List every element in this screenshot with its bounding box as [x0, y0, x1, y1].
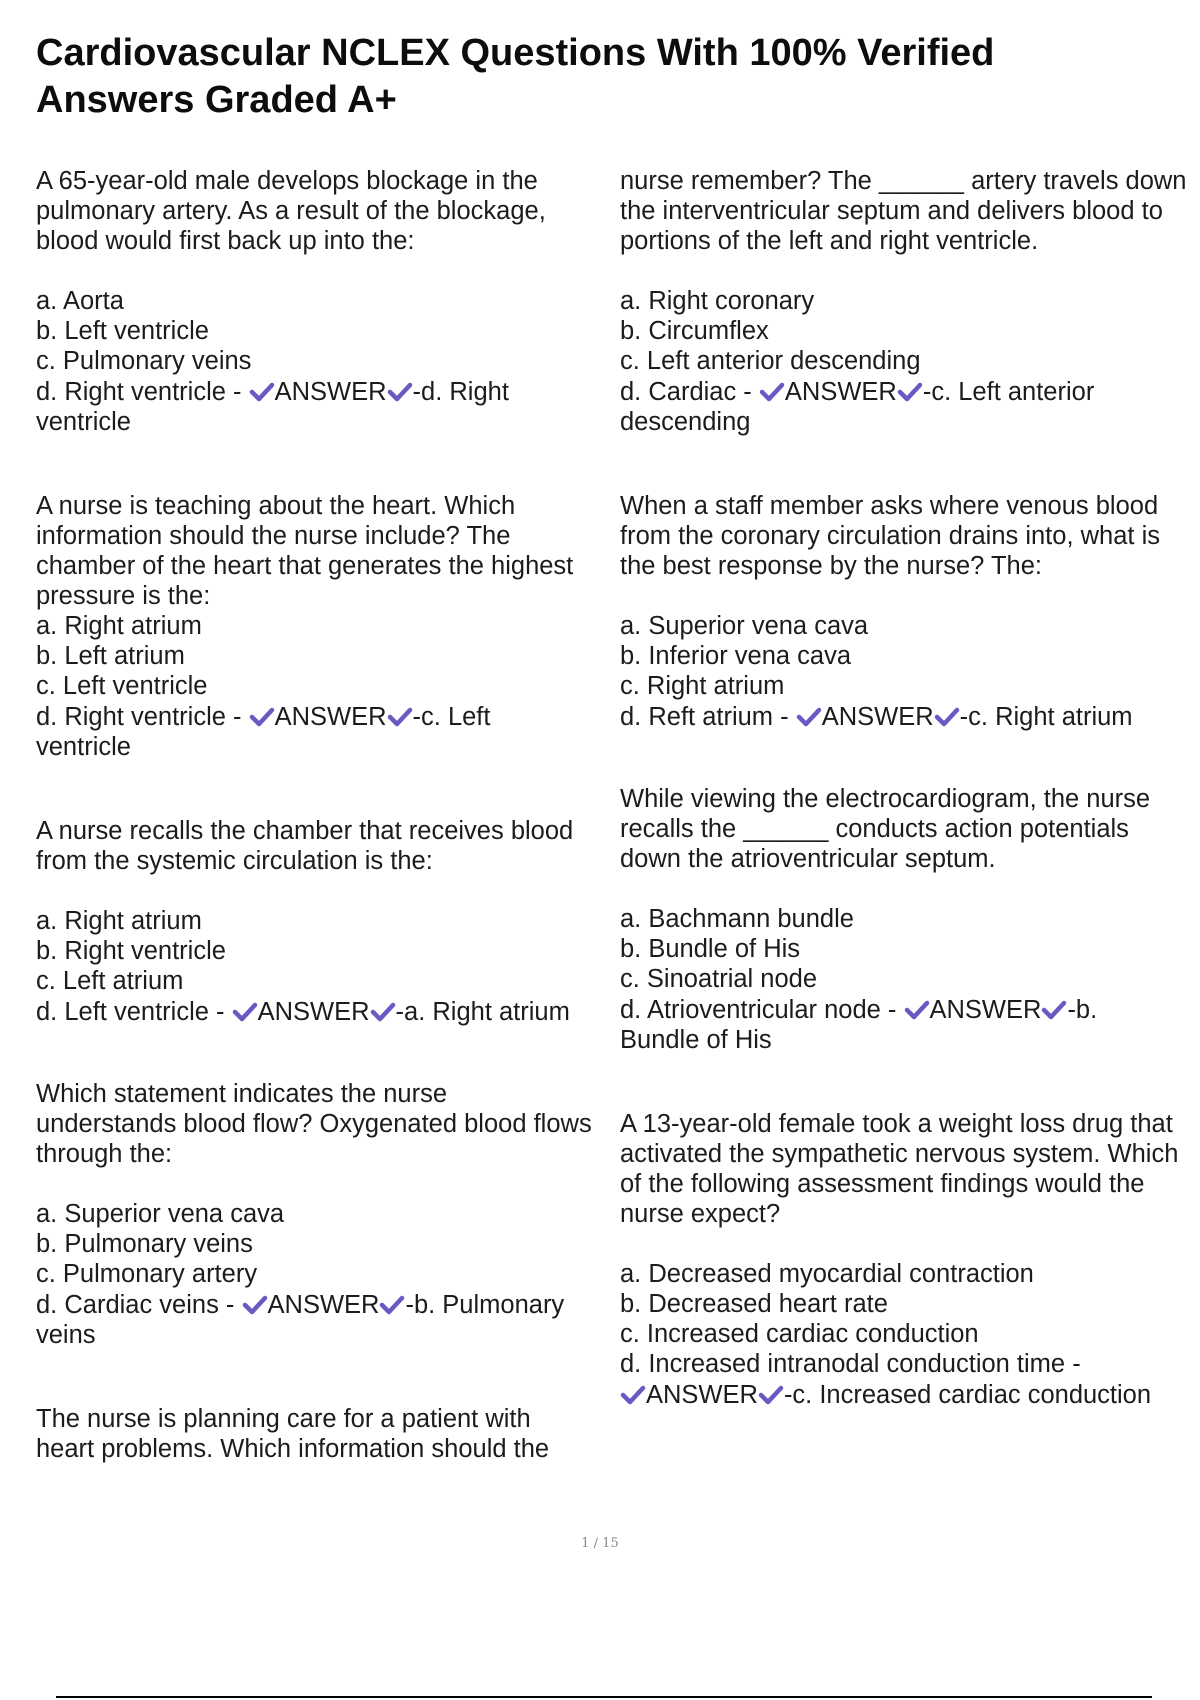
question-text: A 13-year-old female took a weight loss drug that — [620, 1110, 1173, 1138]
answer-text: -c. Increased cardiac conduction — [783, 1381, 1152, 1409]
footer-divider — [56, 1696, 1152, 1698]
option-d: d. Right ventricle - — [36, 378, 242, 406]
left-column — [36, 166, 606, 1464]
option-c: c. Pulmonary veins — [36, 347, 252, 375]
option-c: c. Right atrium — [620, 672, 785, 700]
question-text: the interventricular septum and delivers blood to — [620, 197, 1163, 225]
option-a: a. Superior vena cava — [620, 612, 869, 640]
option-b: b. Left ventricle — [36, 317, 209, 345]
option-c: c. Sinoatrial node — [620, 965, 818, 993]
question-block — [36, 1079, 606, 1350]
question-text: heart problems. Which information should the — [36, 1435, 550, 1463]
question-text: pulmonary artery. As a result of the blockage, — [36, 197, 546, 225]
option-d: d. Reft atrium - — [620, 703, 789, 731]
answer-text: -d. Right — [412, 378, 509, 406]
option-b: b. Right ventricle — [36, 937, 226, 965]
option-a: a. Aorta — [36, 287, 124, 315]
option-c: c. Left anterior descending — [620, 347, 921, 375]
option-b: b. Bundle of His — [620, 935, 801, 963]
question-text: pressure is the: — [36, 582, 211, 610]
answer-label: ANSWER — [274, 703, 387, 731]
checkmark-icon — [370, 1001, 396, 1023]
option-d: d. Atrioventricular node - — [620, 996, 897, 1024]
option-a: a. Right coronary — [620, 287, 815, 315]
title-line-2: Answers Graded A+ — [36, 79, 397, 121]
question-text: portions of the left and right ventricle. — [620, 227, 1039, 255]
checkmark-icon — [379, 1294, 405, 1316]
answer-label: ANSWER — [821, 703, 934, 731]
question-text: The nurse is planning care for a patient with — [36, 1405, 531, 1433]
answer-text-continued: ventricle — [36, 733, 131, 761]
question-block — [36, 166, 606, 437]
document-title — [36, 30, 1156, 124]
question-text: A nurse recalls the chamber that receives blood — [36, 817, 574, 845]
option-a: a. Superior vena cava — [36, 1200, 285, 1228]
answer-line — [36, 1289, 606, 1320]
option-c: c. Left ventricle — [36, 672, 208, 700]
answer-label: ANSWER — [274, 378, 387, 406]
option-b: b. Pulmonary veins — [36, 1230, 253, 1258]
checkmark-icon — [249, 381, 275, 403]
checkmark-icon — [1041, 999, 1067, 1021]
answer-line — [620, 994, 1190, 1025]
option-a: a. Right atrium — [36, 612, 202, 640]
answer-label: ANSWER — [929, 996, 1042, 1024]
checkmark-icon — [796, 706, 822, 728]
option-c: c. Pulmonary artery — [36, 1260, 258, 1288]
checkmark-icon — [904, 999, 930, 1021]
answer-text-continued: veins — [36, 1321, 96, 1349]
checkmark-icon — [758, 1384, 784, 1406]
question-text: nurse expect? — [620, 1200, 781, 1228]
question-text: recalls the ______ conducts action potentials — [620, 815, 1129, 843]
title-line-1: Cardiovascular NCLEX Questions With 100% Verified — [36, 32, 995, 74]
answer-line — [620, 701, 1190, 732]
question-text: A 65-year-old male develops blockage in the — [36, 167, 538, 195]
answer-text: -b. — [1067, 996, 1098, 1024]
checkmark-icon — [249, 706, 275, 728]
question-block — [36, 816, 606, 1027]
answer-text: -c. Left anterior — [922, 378, 1095, 406]
answer-line — [36, 376, 606, 407]
question-block — [620, 784, 1190, 1055]
option-d: d. Left ventricle - — [36, 998, 225, 1026]
answer-text: -c. Right atrium — [959, 703, 1133, 731]
checkmark-icon — [232, 1001, 258, 1023]
question-block — [620, 491, 1190, 732]
answer-line — [36, 996, 606, 1027]
question-text: the best response by the nurse? The: — [620, 552, 1042, 580]
option-b: b. Decreased heart rate — [620, 1290, 888, 1318]
question-text: through the: — [36, 1140, 173, 1168]
question-text: from the systemic circulation is the: — [36, 847, 433, 875]
answer-label: ANSWER — [267, 1291, 380, 1319]
option-a: a. Bachmann bundle — [620, 905, 854, 933]
option-c: c. Left atrium — [36, 967, 184, 995]
answer-line — [620, 1379, 1190, 1410]
option-c: c. Increased cardiac conduction — [620, 1320, 979, 1348]
question-text: of the following assessment findings would the — [620, 1170, 1145, 1198]
answer-text: -a. Right atrium — [395, 998, 570, 1026]
answer-line — [36, 701, 606, 732]
answer-label: ANSWER — [784, 378, 897, 406]
option-a: a. Decreased myocardial contraction — [620, 1260, 1034, 1288]
checkmark-icon — [387, 706, 413, 728]
option-d: d. Right ventricle - — [36, 703, 242, 731]
question-block — [36, 491, 606, 762]
option-d: d. Increased intranodal conduction time - — [620, 1350, 1081, 1378]
question-text: blood would first back up into the: — [36, 227, 415, 255]
answer-text-continued: descending — [620, 408, 751, 436]
question-text: While viewing the electrocardiogram, the nurse — [620, 785, 1151, 813]
checkmark-icon — [242, 1294, 268, 1316]
answer-text: -b. Pulmonary — [405, 1291, 565, 1319]
option-b: b. Left atrium — [36, 642, 185, 670]
answer-label: ANSWER — [646, 1381, 758, 1409]
option-b: b. Circumflex — [620, 317, 769, 345]
question-text: information should the nurse include? The — [36, 522, 511, 550]
question-text: down the atrioventricular septum. — [620, 845, 996, 873]
question-block — [620, 1109, 1190, 1410]
checkmark-icon — [897, 381, 923, 403]
checkmark-icon — [387, 381, 413, 403]
answer-line — [620, 376, 1190, 407]
answer-text-continued: Bundle of His — [620, 1026, 772, 1054]
checkmark-icon — [759, 381, 785, 403]
option-b: b. Inferior vena cava — [620, 642, 852, 670]
question-block — [36, 1404, 606, 1464]
option-d: d. Cardiac veins - — [36, 1291, 235, 1319]
question-text: understands blood flow? Oxygenated blood flows — [36, 1110, 592, 1138]
question-text: chamber of the heart that generates the highest — [36, 552, 574, 580]
right-column — [620, 166, 1190, 1410]
answer-text: -c. Left — [412, 703, 491, 731]
option-a: a. Right atrium — [36, 907, 202, 935]
page-number: 1 / 15 — [581, 1536, 619, 1551]
question-text: from the coronary circulation drains into, what is — [620, 522, 1160, 550]
answer-label: ANSWER — [257, 998, 370, 1026]
question-text: activated the sympathetic nervous system. Which — [620, 1140, 1179, 1168]
checkmark-icon — [934, 706, 960, 728]
question-block — [620, 166, 1190, 437]
option-d: d. Cardiac - — [620, 378, 752, 406]
question-text: Which statement indicates the nurse — [36, 1080, 448, 1108]
question-text: nurse remember? The ______ artery travels down — [620, 167, 1187, 195]
answer-text-continued: ventricle — [36, 408, 131, 436]
checkmark-icon — [620, 1384, 646, 1406]
question-text: A nurse is teaching about the heart. Which — [36, 492, 516, 520]
question-text: When a staff member asks where venous blood — [620, 492, 1159, 520]
